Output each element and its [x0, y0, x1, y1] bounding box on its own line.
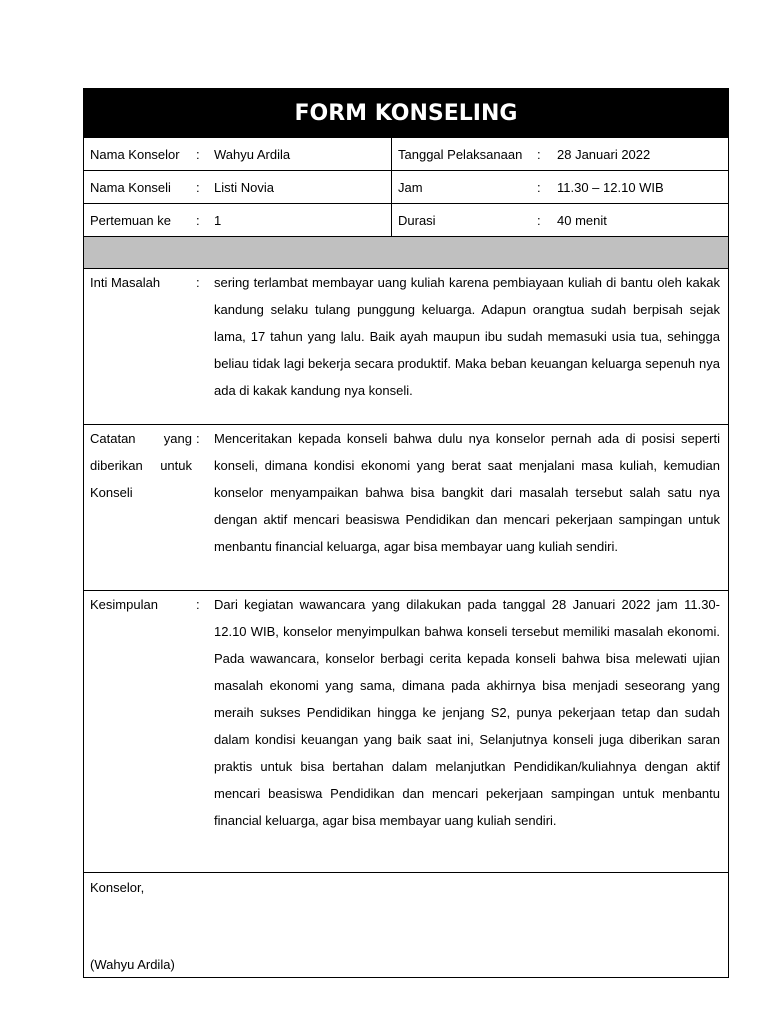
time-label: Jam	[398, 179, 423, 195]
duration-value: 40 menit	[557, 212, 607, 228]
counselor-name-label: Nama Konselor	[90, 146, 180, 162]
info-cell-left	[84, 171, 392, 203]
info-row-counselee	[84, 171, 728, 204]
section-text: Menceritakan kepada konseli bahwa dulu nya konselor pernah ada di posisi seperti konseli, dimana kondisi ekonomi yang berat saat menjalani masa kuliah, kemudian konselor menyampaikan bahwa bisa bangkit dari masalah tersebut salah satu nya dengan aktif mencari beasiswa Pendidikan dan mencari pekerjaan sampingan untuk menbantu financial keluarga, agar bisa membayar uang kuliah sendiri.	[214, 431, 720, 554]
form-title: FORM KONSELING	[84, 89, 728, 138]
counselee-name-label: Nama Konseli	[90, 179, 171, 195]
colon: :	[537, 179, 541, 195]
section-label: Kesimpulan	[90, 597, 158, 612]
counseling-form	[83, 88, 729, 978]
signature-label: Konselor,	[90, 880, 145, 895]
info-row-session	[84, 204, 728, 237]
colon: :	[196, 597, 200, 612]
colon: :	[537, 212, 541, 228]
info-cell-right	[392, 138, 728, 170]
info-cell-right	[392, 204, 728, 236]
info-cell-right	[392, 171, 728, 203]
section-divider	[84, 237, 728, 269]
section-notes	[84, 425, 728, 591]
colon: :	[196, 179, 200, 195]
colon: :	[196, 146, 200, 162]
signature-block	[84, 873, 728, 980]
date-value: 28 Januari 2022	[557, 146, 651, 162]
section-text: Dari kegiatan wawancara yang dilakukan pada tanggal 28 Januari 2022 jam 11.30-12.10 WIB, konselor menyimpulkan bahwa konseli tersebut memiliki masalah ekonomi. Pada wawancara, konselor berbagi cerita kepada konseli bahwa bisa melewati ujian masalah ekonomi yang sama, dimana pada akhirnya bisa menjadi seseorang yang meraih sukses Pendidikan hingga ke jenjang S2, punya pekerjaan tetap dan sudah dalam kondisi keuangan yang baik saat ini, Selanjutnya konseli juga diberikan saran praktis untuk bisa bertahan dalam melanjutkan Pendidikan/kuliahnya dengan aktif mencari beasiswa Pendidikan dan mencari pekerjaan sampingan untuk menbantu financial keluarga, agar bisa membayar uang kuliah sendiri.	[214, 597, 720, 828]
section-core-problem	[84, 269, 728, 425]
section-label: Catatan yang diberikan untuk Konseli	[90, 431, 192, 500]
duration-label: Durasi	[398, 212, 436, 228]
section-text: sering terlambat membayar uang kuliah karena pembiayaan kuliah di bantu oleh kakak kandung selaku tulang punggung keluarga. Adapun orangtua sudah berpisah sejak lama, 17 tahun yang lalu. Baik ayah maupun ibu sudah memasuki usia tua, sehingga beliau tidak lagi bekerja secara produktif. Maka beban keuangan keluarga sepenuh nya ada di kakak kandung nya konseli.	[214, 275, 720, 398]
date-label: Tanggal Pelaksanaan	[398, 146, 523, 162]
session-value: 1	[214, 212, 222, 228]
colon: :	[537, 146, 541, 162]
info-row-counselor	[84, 138, 728, 171]
info-cell-left	[84, 204, 392, 236]
colon: :	[196, 275, 200, 290]
counselor-name-value: Wahyu Ardila	[214, 146, 291, 162]
section-conclusion	[84, 591, 728, 873]
session-label: Pertemuan ke	[90, 212, 171, 228]
info-cell-left	[84, 138, 392, 170]
time-value: 11.30 – 12.10 WIB	[557, 179, 664, 195]
counselee-name-value: Listi Novia	[214, 179, 274, 195]
colon: :	[196, 431, 200, 446]
colon: :	[196, 212, 200, 228]
signature-name: (Wahyu Ardila)	[90, 957, 175, 972]
section-label: Inti Masalah	[90, 275, 161, 290]
